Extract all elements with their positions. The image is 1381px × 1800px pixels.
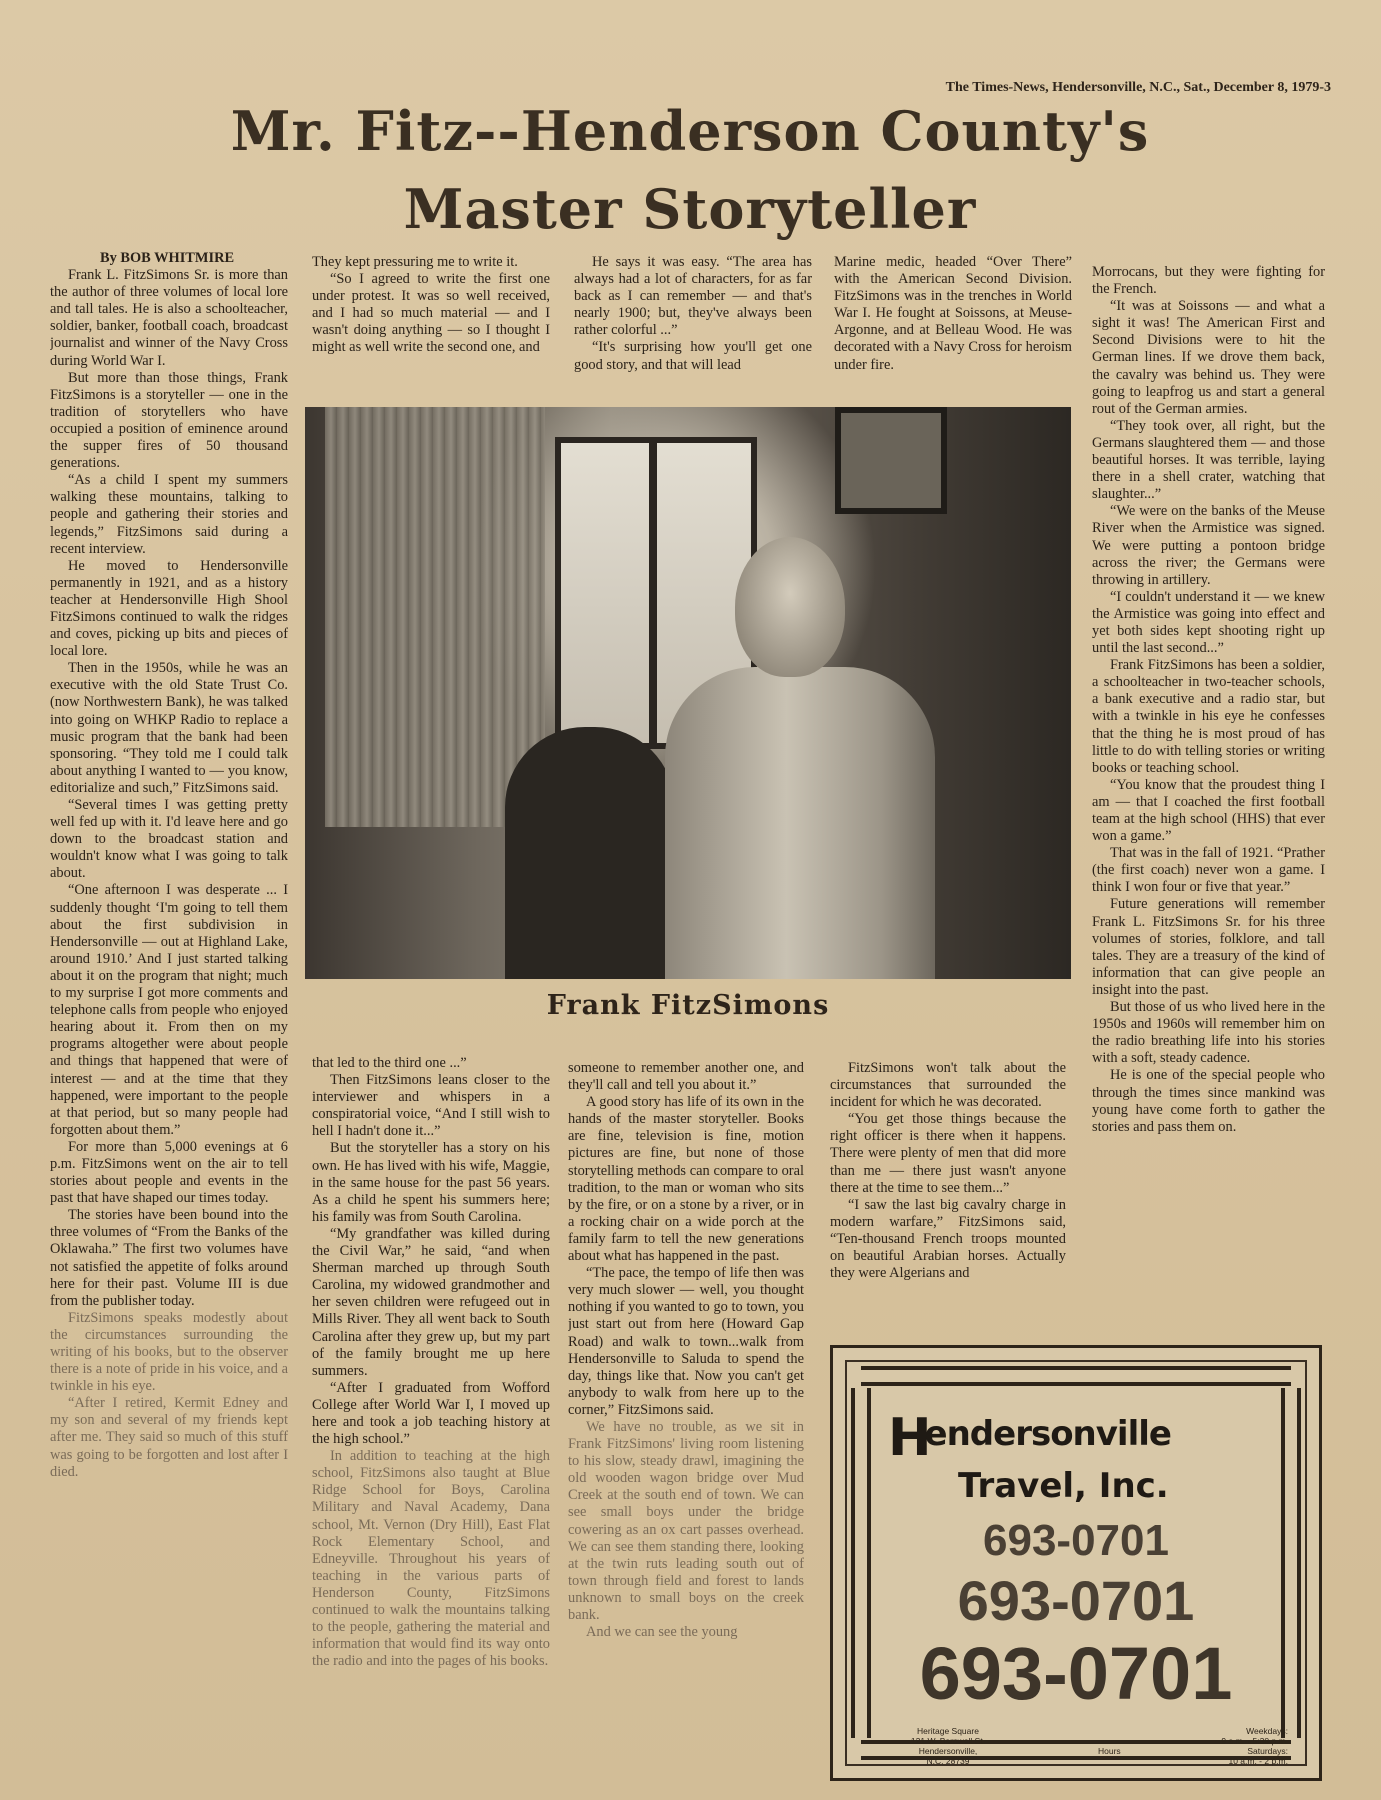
column-2-top [312,254,550,394]
paragraph: They kept pressuring me to write it. [312,254,518,270]
ad-address-line: 121 W. Barnwell St. [910,1736,986,1746]
portrait-photo [305,407,1071,979]
paragraph: The stories have been bound into the three volumes of “From the Banks of the Oklawaha.” The first two volumes have not satisfied the appetite of folks around here for their past. Volume III is due from the publisher today. [50,1207,288,1309]
dateline: The Times-News, Hendersonville, N.C., Sat., December 8, 1979-3 [945,80,1331,95]
column-2-bottom [312,1055,550,1790]
ad-logo-initial: H [888,1408,931,1468]
paragraph: “You know that the proudest thing I am — that I coached the first football team at the high school (HHS) that ever won a game.” [1092,776,1325,845]
ad-address-line: N.C. 28739 [926,1756,970,1766]
paragraph: “So I agreed to write the first one under protest. It was so well received, and I had so much material — and I wasn't doing anything — so I thought I might as well write the second one, and [312,271,550,356]
paragraph: Future generations will remember Frank L. FitzSimons Sr. for his three volumes of stories, folklore, and tall tales. They are a treasury of the kind of information that can give people an insight into the past. [1092,896,1325,998]
column-4-top [834,254,1072,399]
ad-phone-small: 693-0701 [983,1516,1169,1565]
paragraph: Frank FitzSimons has been a soldier, a schoolteacher in two-teacher schools, a bank executive and a radio star, but with a twinkle in his eye he confesses that the thing he is most proud of has little to do with telling stories or writing books or teaching school. [1092,657,1325,776]
paragraph: And we can see the young [586,1624,738,1641]
paragraph: We have no trouble, as we sit in Frank FitzSimons' living room listening to his slow, steady drawl, imagining the old wooden wagon bridge over Mud Creek at the south end of town. We can see small boys under the bridge cowering as an ox cart passes overhead. We can see them standing there, looking at the twin ruts leading south out of town through field and forest to lands unknown to small boys on the creek bank. [568,1418,804,1623]
paragraph: “We were on the banks of the Meuse River when the Armistice was signed. We were putting a pontoon bridge across the river; the Germans were throwing in artillery. [1092,503,1325,588]
column-5 [1092,264,1325,1334]
paragraph: But the storyteller has a story on his own. He has lived with his wife, Maggie, in the same house for the past 56 years. As a child he spent his summers here; his family was from South Carolina. [312,1140,550,1225]
headline [120,92,1260,248]
paragraph: someone to remember another one, and they'll call and tell you about it.” [568,1060,804,1094]
paragraph: “It was at Soissons — and what a sight it was! The American First and Second Divisions were to hit the German lines. If we drove them back, the cavalry was behind us. They were going to leapfrog us and start a general rout of the German armies. [1092,298,1325,417]
column-4-bottom [830,1060,1066,1340]
paragraph: “My grandfather was killed during the Civil War,” he said, “and when Sherman marched up through South Carolina, my widowed grandmother and her seven children were refugeed out in Mills River. They all went back to South Carolina after they grew up, but my part of the family brought me up here summers. [312,1225,550,1379]
ad-phone-medium: 693-0701 [957,1569,1195,1632]
paragraph: FitzSimons speaks modestly about the circumstances surrounding the writing of his books, but to the observer there is a note of pride in his voice, and a twinkle in his eye. [50,1309,288,1395]
ad-company-name-line-2: Travel, Inc. [958,1466,1169,1506]
ad-phone-large: 693-0701 [919,1632,1233,1715]
paragraph: “It's surprising how you'll get one good story, and that will lead [574,339,812,373]
ad-hours-line: Saturdays: [1247,1746,1288,1756]
ad-hours [1178,1726,1288,1766]
paragraph: “One afternoon I was desperate ... I suddenly thought ‘I'm going to tell them about the first subdivision in Hendersonville — out at Highland Lake, around 1910.’ And I just started talking about it on the program that night; much to my surprise I got more comments and telephone calls from people who enjoyed hearing about it. From then on my programs altogether were about people and things that happened that were of interest — and at the time that they happened, were important to the people at that period, but so many people had forgotten about them.” [50,882,288,1138]
paragraph: In addition to teaching at the high school, FitzSimons also taught at Blue Ridge School for Boys, Carolina Military and Naval Academy, Dana school, Mt. Vernon (Dry Hill), East Flat Rock Elementary School, and Edneyville. Throughout his years of teaching in the various parts of Henderson County, FitzSimons continued to walk the mountains talking to the people, gathering the material and information that would find its way onto the radio and into the pages of his books. [312,1448,550,1670]
column-3-bottom [568,1060,804,1790]
paragraph: “I saw the last big cavalry charge in modern warfare,” FitzSimons said, “Ten-thousand French troops mounted on beautiful Arabian horses. Actually they were Algerians and [830,1196,1066,1282]
paragraph: “They took over, all right, but the Germans slaughtered them — and those beautiful horses. It was terrible, laying there in a shell crater, watching that slaughter...” [1092,417,1325,503]
paragraph: Frank L. FitzSimons Sr. is more than the author of three volumes of local lore and tall tales. He is also a schoolteacher, soldier, banker, football coach, broadcast journalist and winner of the Navy Cross during World War I. [50,267,288,369]
ad-address-line: Heritage Square [917,1726,979,1736]
photo-figure-head [735,537,845,677]
photo-figure-body [665,667,935,979]
paragraph: that led to the third one ...” [312,1055,467,1071]
headline-line-2: Master Storyteller [403,177,977,241]
paragraph: “I couldn't understand it — we knew the Armistice was going into effect and yet both sides kept shooting right up until the last second...” [1092,588,1325,657]
paragraph: But more than those things, Frank FitzSimons is a storyteller — one in the tradition of storytellers who have occupied a position of eminence around the supper fires of 50 thousand generations. [50,369,288,472]
paragraph: “Several times I was getting pretty well fed up with it. I'd leave here and go down to the broadcast station and wouldn't know what I was going to talk about. [50,797,288,882]
paragraph: But those of us who lived here in the 1950s and 1960s will remember him on the radio breathing life into his stories with a soft, steady cadence. [1092,999,1325,1067]
paragraph: Morrocans, but they were fighting for the French. [1092,264,1325,298]
ad-hours-line: Weekdays: [1246,1726,1288,1736]
paragraph: A good story has life of its own in the hands of the master storyteller. Books are fine, television is fine, motion pictures are fine, but none of those storytelling methods can compare to oral tradition, to the man or woman who sits by the fire, or on a stone by a river, or in a rocking chair on a wide porch at the family farm to tell the new generations about what has happened in the past. [568,1094,804,1265]
paragraph: FitzSimons won't talk about the circumstances that surrounded the incident for which he was decorated. [830,1060,1066,1111]
photo-caption: Frank FitzSimons [546,990,830,1021]
ad-address-line: Hendersonville, [918,1746,978,1756]
paragraph: “As a child I spent my summers walking these mountains, talking to people and gathering their stories and legends,” FitzSimons said during a recent interview. [50,472,288,557]
paragraph: “After I graduated from Wofford College after World War I, I moved up here and took a job teaching history at the high school.” [312,1379,550,1448]
paragraph: “You get those things because the right officer is there when it happens. There were plenty of men that did more than me — there just wasn't anyone there at the time to see them...” [830,1111,1066,1196]
paragraph: That was in the fall of 1921. “Prather (the first coach) never won a game. I think I won four or five that year.” [1092,845,1325,896]
ad-hours-label: Hours [1098,1746,1121,1756]
headline-line-1: Mr. Fitz--Henderson County's [230,99,1150,163]
paragraph: He is one of the special people who through the times since mankind was young have come forth to gather the stories and pass them on. [1092,1067,1325,1135]
byline: By BOB WHITMIRE [100,250,235,266]
ad-hours-line: 9 a.m. - 5:30 p.m. [1221,1736,1288,1746]
paragraph: For more than 5,000 evenings at 6 p.m. FitzSimons went on the air to tell stories about people and events in the past that have shaped our times today. [50,1138,288,1207]
paragraph: Then in the 1950s, while he was an executive with the old State Trust Co. (now Northwestern Bank), he was talked into going on WHKP Radio to replace a music program that the bank had been sponsoring. “They told me I could talk about anything I wanted to — you know, editorialize and such,” FitzSimons said. [50,660,288,796]
paragraph: He moved to Hendersonville permanently in 1921, and as a history teacher at Hendersonville High Shool FitzSimons continued to walk the ridges and coves, picking up bits and pieces of local lore. [50,557,288,660]
photo-chair [505,727,675,979]
paragraph: “After I retired, Kermit Edney and my son and several of my friends kept after me. They said so much of this stuff was going to be forgotten and lost after I died. [50,1395,288,1480]
photo-wall-picture [835,407,947,514]
travel-advertisement [830,1345,1322,1781]
ad-address [893,1726,1003,1766]
ad-company-name-rest: endersonville [924,1414,1171,1454]
paragraph: He says it was easy. “The area has always had a lot of characters, for as far back as I can remember — and that's nearly 1900; but, they've always been rather colorful ...” [574,254,812,339]
column-3-top [574,254,812,394]
column-1 [50,250,288,1790]
paragraph: “The pace, the tempo of life then was very much slower — well, you thought nothing if you wanted to go to town, you just start out from here (Howard Gap Road) and walk to town...walk from Hendersonville to Saluda to spend the day, things like that. Now you can't get anybody to walk from here up to the corner,” FitzSimons said. [568,1265,804,1418]
photo-curtain [325,407,545,827]
ad-company-name-line-1 [888,1408,1279,1468]
paragraph: Then FitzSimons leans closer to the interviewer and whispers in a conspiratorial voice, “And I still wish to hell I hadn't done it...” [312,1072,550,1140]
paragraph: Marine medic, headed “Over There” with the American Second Division. FitzSimons was in the trenches in World War I. He fought at Soissons, at Meuse-Argonne, and at Belleau Wood. He was decorated with a Navy Cross for heroism under fire. [834,254,1072,373]
ad-hours-line: 10 a.m. - 2 p.m. [1228,1756,1288,1766]
ad-arrow-border-top [861,1366,1291,1386]
